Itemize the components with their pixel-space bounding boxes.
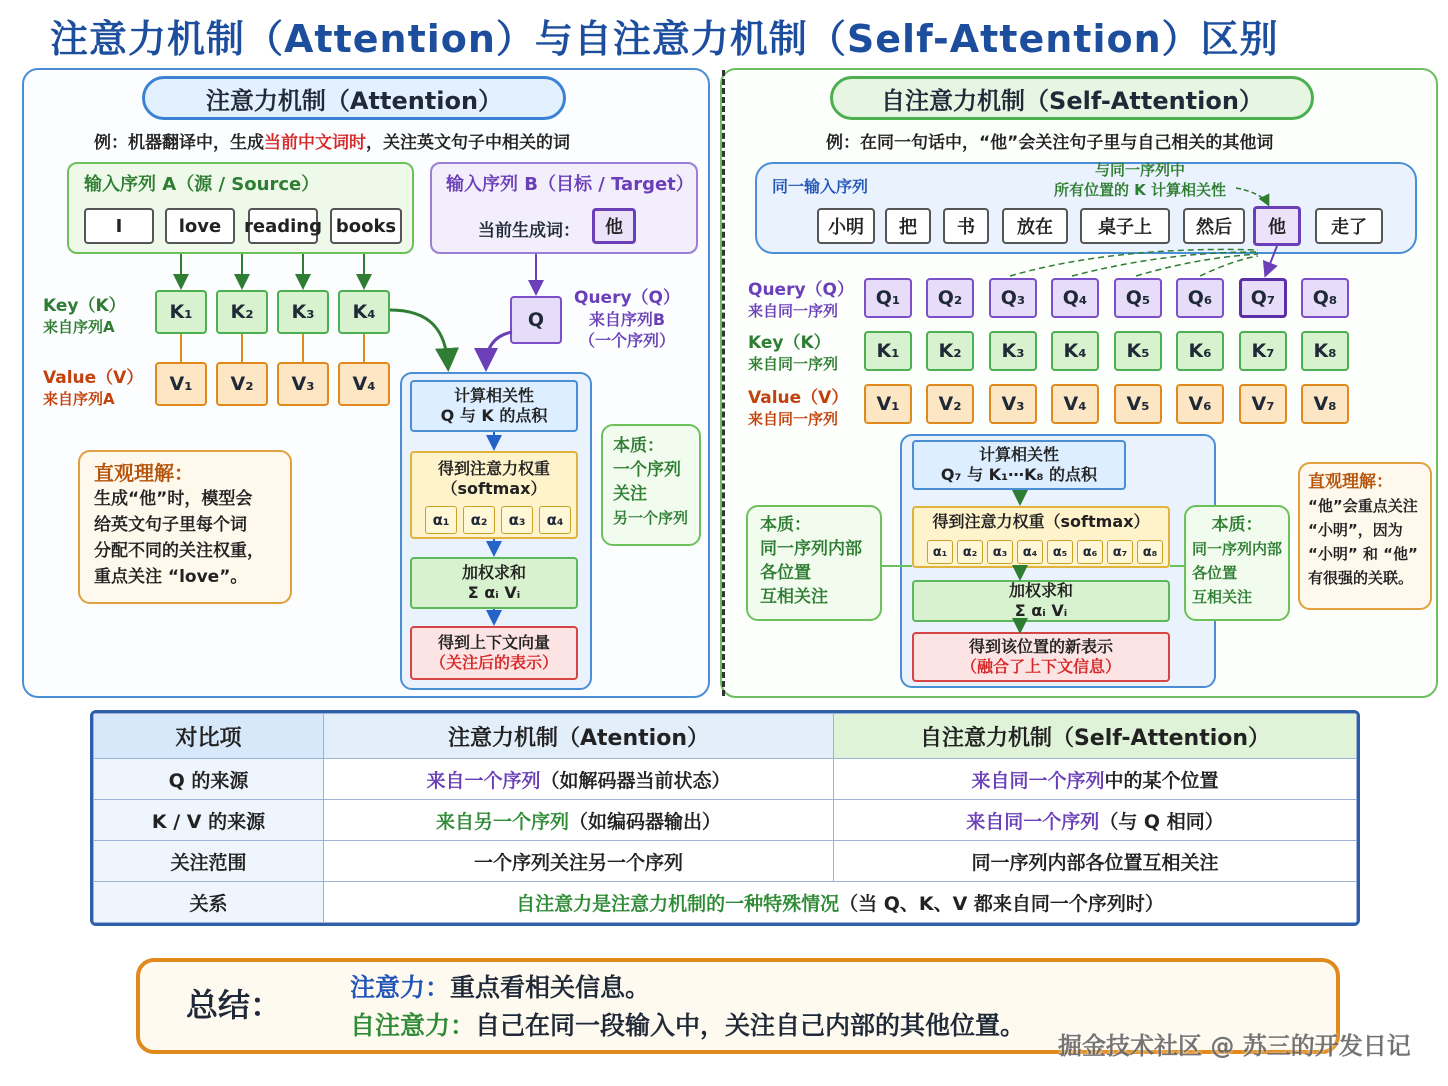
summary-line-2: 自注意力：自己在同一段输入中，关注自己内部的其他位置。	[350, 1011, 1026, 1040]
key-box: K₃	[989, 331, 1037, 371]
table-row: 关系 自注意力是注意力机制的一种特殊情况（当 Q、K、V 都来自同一个序列时）	[94, 882, 1357, 923]
table-row: K / V 的来源 来自另一个序列（如编码器输出） 来自同一个序列（与 Q 相同）	[94, 800, 1357, 841]
seq-a-word: books	[330, 208, 402, 244]
key-box: K₁	[155, 290, 207, 334]
key-box: K₁	[864, 331, 912, 371]
table-header: 注意力机制（Atention）	[324, 714, 834, 759]
value-box: V₅	[1114, 384, 1162, 424]
table-header: 对比项	[94, 714, 324, 759]
sequence-word-focus: 他	[1253, 206, 1301, 246]
self-value-label: Value（V） 来自同一序列	[748, 388, 849, 428]
summary-line-1: 注意力：重点看相关信息。	[350, 973, 651, 1002]
alpha-weight: α₁	[425, 506, 457, 534]
intuition-note: 直观理解： “他”会重点关注 “小明”，因为 “小明” 和 “他” 有很强的关联。	[1298, 462, 1432, 610]
alpha-weight: α₄	[1017, 540, 1043, 564]
step-weighted-sum: 加权求和 Σ αᵢ Vᵢ	[410, 557, 578, 609]
value-box: V₂	[216, 362, 268, 406]
value-box: V₃	[989, 384, 1037, 424]
sequence-word: 书	[943, 208, 989, 244]
sequence-b-title: 输入序列 B（目标 / Target）	[446, 174, 694, 195]
query-label: Query（Q） 来自序列B （一个序列）	[574, 288, 681, 350]
essence-note: 本质： 一个序列 关注 另一个序列	[601, 424, 701, 546]
table-row: Q 的来源 来自一个序列（如解码器当前状态） 来自同一个序列中的某个位置	[94, 759, 1357, 800]
query-box: Q₆	[1176, 278, 1224, 318]
alpha-weight: α₃	[501, 506, 533, 534]
sequence-word: 桌子上	[1080, 208, 1170, 244]
key-label: Key（K） 来自序列A	[43, 296, 126, 336]
intuition-note: 直观理解： 生成“他”时，模型会 给英文句子里每个词 分配不同的关注权重， 重点关注 “love”。	[78, 450, 292, 604]
query-box: Q₄	[1051, 278, 1099, 318]
key-box: K₅	[1114, 331, 1162, 371]
sequence-word: 然后	[1183, 208, 1245, 244]
value-label: Value（V） 来自序列A	[43, 368, 144, 408]
watermark: 掘金技术社区 @ 苏三的开发日记	[1058, 1032, 1411, 1060]
value-box: V₄	[338, 362, 390, 406]
essence-note: 本质： 同一序列内部 各位置 互相关注	[1184, 505, 1290, 621]
table-row: 关注范围 一个序列关注另一个序列 同一序列内部各位置互相关注	[94, 841, 1357, 882]
value-box: V₈	[1301, 384, 1349, 424]
alpha-weight: α₂	[463, 506, 495, 534]
current-word-label: 当前生成词：	[478, 221, 580, 241]
alpha-weight: α₅	[1047, 540, 1073, 564]
main-title: 注意力机制（Attention）与自注意力机制（Self-Attention）区别	[50, 17, 1279, 61]
query-box: Q₅	[1114, 278, 1162, 318]
query-box-focus: Q₇	[1239, 278, 1287, 318]
attention-heading: 注意力机制（Attention）	[142, 76, 566, 120]
comparison-table	[90, 710, 1360, 926]
seq-a-word: love	[165, 208, 235, 244]
value-box: V₁	[864, 384, 912, 424]
step-softmax: 得到注意力权重 （softmax）	[410, 451, 578, 539]
self-key-label: Key（K） 来自同一序列	[748, 333, 839, 373]
self-attention-heading: 自注意力机制（Self-Attention）	[830, 76, 1314, 120]
current-word: 他	[592, 208, 636, 244]
step-softmax: 得到注意力权重（softmax）	[912, 506, 1170, 568]
sequence-note: 与同一序列中 所有位置的 K 计算相关性	[1053, 161, 1227, 199]
query-box: Q	[510, 296, 562, 344]
key-box: K₃	[277, 290, 329, 334]
value-box: V₆	[1176, 384, 1224, 424]
alpha-weight: α₁	[927, 540, 953, 564]
sequence-a-title: 输入序列 A（源 / Source）	[84, 174, 320, 195]
key-box: K₄	[338, 290, 390, 334]
seq-a-word: I	[84, 208, 154, 244]
step-dot-product: 计算相关性 Q 与 K 的点积	[410, 380, 578, 432]
key-box: K₆	[1176, 331, 1224, 371]
seq-a-word: reading	[248, 208, 318, 244]
key-box: K₈	[1301, 331, 1349, 371]
key-box: K₇	[1239, 331, 1287, 371]
alpha-weight: α₄	[539, 506, 571, 534]
alpha-weight: α₈	[1137, 540, 1163, 564]
query-box: Q₃	[989, 278, 1037, 318]
value-box: V₂	[926, 384, 974, 424]
attention-example: 例：机器翻译中，生成当前中文词时，关注英文句子中相关的词	[94, 133, 570, 153]
same-sequence-title: 同一输入序列	[772, 177, 869, 196]
self-query-label: Query（Q） 来自同一序列	[748, 280, 855, 320]
sequence-word: 放在	[1002, 208, 1068, 244]
query-box: Q₁	[864, 278, 912, 318]
alpha-weight: α₃	[987, 540, 1013, 564]
summary-label: 总结：	[186, 986, 283, 1024]
alpha-weight: α₇	[1107, 540, 1133, 564]
panel-divider	[722, 70, 725, 696]
value-box: V₁	[155, 362, 207, 406]
query-box: Q₈	[1301, 278, 1349, 318]
step-dot-product: 计算相关性 Q₇ 与 K₁⋯K₈ 的点积	[912, 440, 1126, 490]
query-box: Q₂	[926, 278, 974, 318]
key-box: K₂	[216, 290, 268, 334]
key-box: K₄	[1051, 331, 1099, 371]
value-box: V₇	[1239, 384, 1287, 424]
value-box: V₃	[277, 362, 329, 406]
alpha-weight: α₂	[957, 540, 983, 564]
step-new-representation: 得到该位置的新表示 （融合了上下文信息）	[912, 632, 1170, 682]
step-context-vector: 得到上下文向量 （关注后的表示）	[410, 626, 578, 680]
sequence-word: 走了	[1315, 208, 1383, 244]
value-box: V₄	[1051, 384, 1099, 424]
essence-note: 本质： 同一序列内部 各位置 互相关注	[746, 505, 882, 621]
key-box: K₂	[926, 331, 974, 371]
sequence-word: 把	[885, 208, 931, 244]
alpha-weight: α₆	[1077, 540, 1103, 564]
table-header: 自注意力机制（Self-Attention）	[834, 714, 1357, 759]
step-weighted-sum: 加权求和 Σ αᵢ Vᵢ	[912, 580, 1170, 622]
sequence-word: 小明	[817, 208, 875, 244]
self-attention-example: 例：在同一句话中，“他”会关注句子里与自己相关的其他词	[826, 133, 1274, 153]
